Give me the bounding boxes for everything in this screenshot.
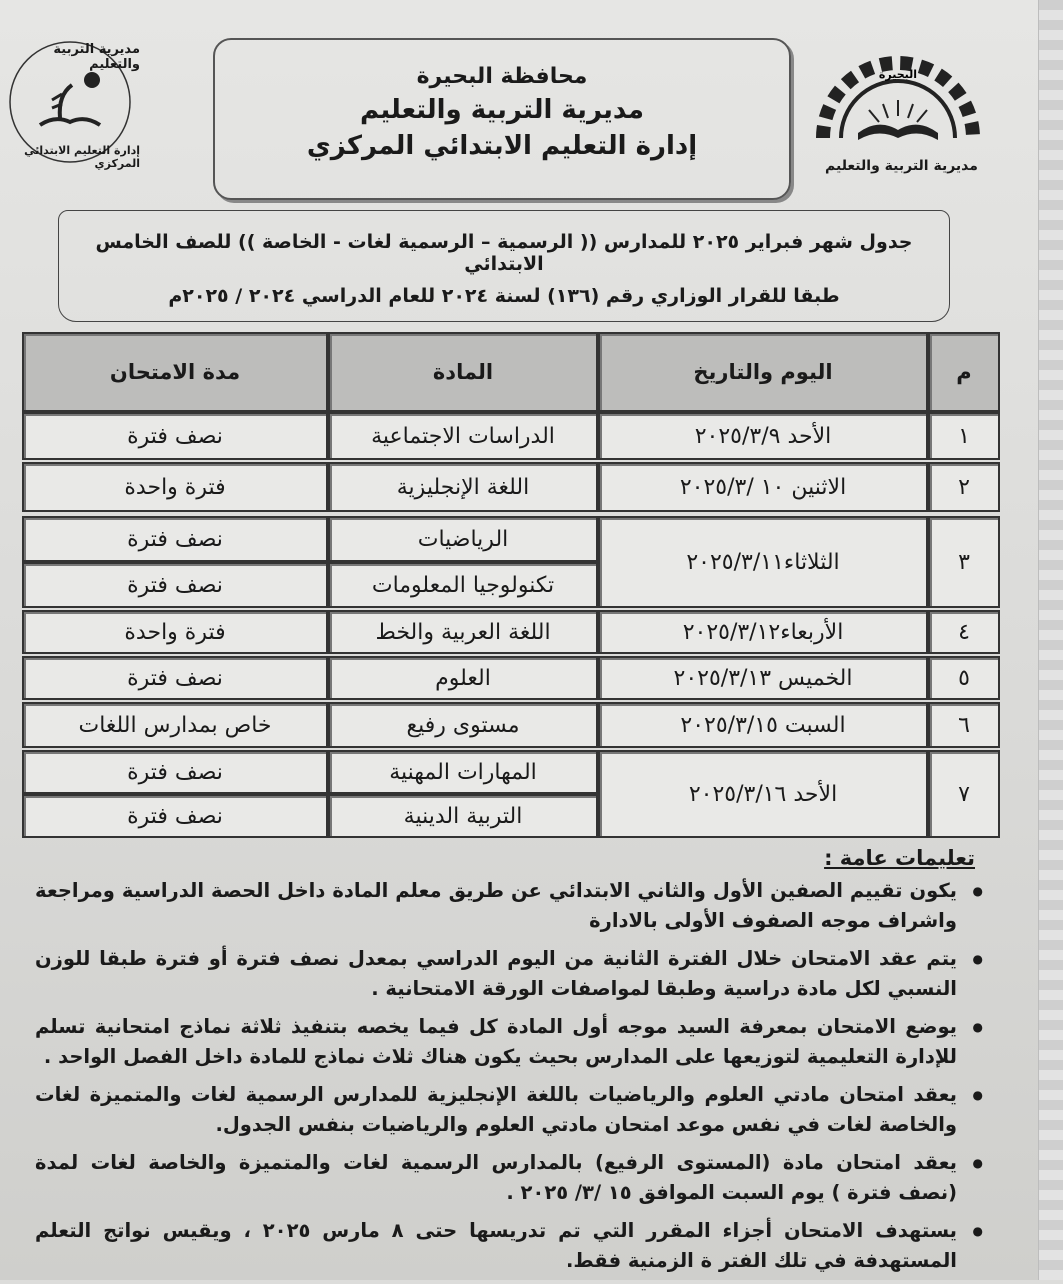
table-row [22,516,1000,608]
row-subject: التربية الدينية [328,794,598,838]
row-day: الاثنين ١٠ /٢٠٢٥/٣ [598,462,928,512]
header-box [213,38,791,200]
header-num: م [928,332,1000,412]
instructions-list [35,876,975,1276]
row-subject: المهارات المهنية [328,750,598,794]
row-num: ٣ [928,516,1000,608]
logo-caption: مديرية التربية والتعليم [825,158,978,174]
list-item: ● يستهدف الامتحان أجزاء المقرر التي تم تدريسها حتى ٨ مارس ٢٠٢٥ ، ويقيس نواتج التعلم المستهدفة في تلك الفتر ة الزمنية فقط. [35,1216,957,1276]
table-row [22,412,1000,460]
header-duration: مدة الامتحان [22,332,328,412]
svg-text:البحيرة: البحيرة [878,68,918,81]
row-duration: فترة واحدة [22,462,328,512]
row-day: الخميس ٢٠٢٥/٣/١٣ [598,656,928,700]
list-item: ● يتم عقد الامتحان خلال الفترة الثانية من اليوم الدراسي بمعدل نصف فترة أو فترة طبقا للوزن النسبي لكل مادة دراسية وطبقا لمواصفات الورقة الامتحانية . [35,944,957,1004]
row-duration: نصف فترة [22,412,328,460]
header-subject: المادة [328,332,598,412]
administration-seal [0,40,140,170]
subject-stack [328,516,598,608]
gear-book-icon [803,38,993,158]
row-subject: الدراسات الاجتماعية [328,412,598,460]
row-num: ٥ [928,656,1000,700]
list-item: ● يكون تقييم الصفين الأول والثاني الابتدائي عن طريق معلم المادة داخل الحصة الدراسية ومراجعة واشراف موجه الصفوف الأولى بالادارة [35,876,957,936]
seal-caption-bottom: إدارة التعليم الابتدائي المركزي [24,144,140,170]
list-item: ● يعقد امتحان مادة (المستوى الرفيع) بالمدارس الرسمية لغات والمتميزة والخاصة لغات لمدة (نصف فترة ) يوم السبت الموافق ١٥ /٣/ ٢٠٢٥ . [35,1148,957,1208]
header-day: اليوم والتاريخ [598,332,928,412]
row-day: الأحد ٢٠٢٥/٣/٩ [598,412,928,460]
row-subject: الرياضيات [328,516,598,562]
row-subject: تكنولوجيا المعلومات [328,562,598,608]
row-duration: نصف فترة [22,794,328,838]
banner-subtitle: طبقا للقرار الوزاري رقم (١٣٦) لسنة ٢٠٢٤ للعام الدراسي ٢٠٢٤ / ٢٠٢٥م [168,285,840,307]
administration-title: إدارة التعليم الابتدائي المركزي [306,131,698,161]
schedule-banner [58,210,950,322]
table-header-row [22,332,1000,412]
row-duration: نصف فترة [22,656,328,700]
row-num: ٤ [928,610,1000,654]
row-subject: مستوى رفيع [328,702,598,748]
row-day: الثلاثاء٢٠٢٥/٣/١١ [598,516,928,608]
row-day: الأحد ٢٠٢٥/٣/١٦ [598,750,928,838]
instructions-title: تعليمات عامة : [824,846,975,870]
table-row [22,462,1000,512]
row-duration: فترة واحدة [22,610,328,654]
row-num: ١ [928,412,1000,460]
row-subject: اللغة الإنجليزية [328,462,598,512]
row-num: ٢ [928,462,1000,512]
row-subject: اللغة العربية والخط [328,610,598,654]
directorate-logo [803,38,993,188]
row-day: السبت ٢٠٢٥/٣/١٥ [598,702,928,748]
row-duration: نصف فترة [22,516,328,562]
table-row [22,750,1000,838]
table-row [22,702,1000,748]
table-row [22,610,1000,654]
table-row [22,656,1000,700]
row-num: ٦ [928,702,1000,748]
row-num: ٧ [928,750,1000,838]
banner-title: جدول شهر فبراير ٢٠٢٥ للمدارس (( الرسمية – الرسمية لغات - الخاصة )) للصف الخامس الابتدائي [95,231,913,275]
duration-stack [22,750,328,838]
subject-stack [328,750,598,838]
directorate-title: مديرية التربية والتعليم [359,95,645,125]
row-duration: خاص بمدارس اللغات [22,702,328,748]
row-duration: نصف فترة [22,750,328,794]
seal-caption-top: مديرية التربية والتعليم [53,42,140,72]
duration-stack [22,516,328,608]
list-item: ● يعقد امتحان مادتي العلوم والرياضيات باللغة الإنجليزية للمدارس الرسمية لغات والمتميزة لغات والخاصة لغات في نفس موعد امتحان مادتي العلوم والرياضيات بنفس الجدول. [35,1080,957,1140]
general-instructions [35,846,975,1284]
governorate-title: محافظة البحيرة [416,64,588,89]
row-subject: العلوم [328,656,598,700]
row-duration: نصف فترة [22,562,328,608]
list-item: ● يوضع الامتحان بمعرفة السيد موجه أول المادة كل فيما يخصه بتنفيذ ثلاثة نماذج امتحانية تسلم للإدارة التعليمية لتوزيعها على المدارس بحيث يكون هناك ثلاث نماذج للمادة داخل الفصل الواحد . [35,1012,957,1072]
paper-edge [1038,0,1063,1280]
row-day: الأربعاء٢٠٢٥/٣/١٢ [598,610,928,654]
